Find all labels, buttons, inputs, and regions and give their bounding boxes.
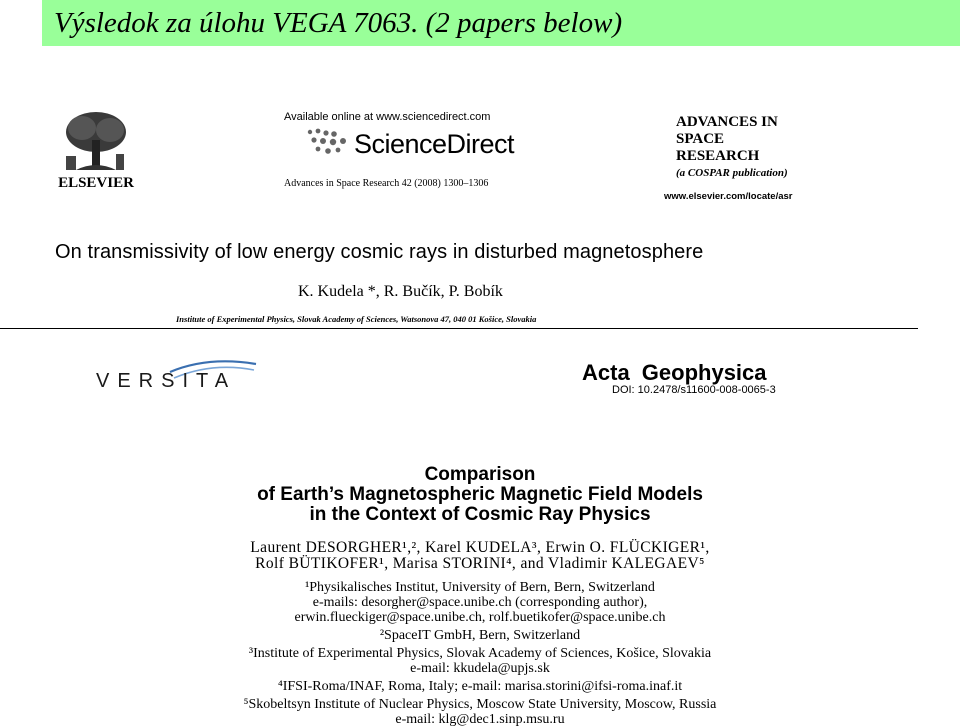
- affiliation-line: ⁵Skobeltsyn Institute of Nuclear Physics, Moscow State University, Moscow, Russia: [243, 697, 717, 712]
- available-online-text: Available online at www.sciencedirect.com: [284, 111, 491, 123]
- asr-logo-line4: (a COSPAR publication): [676, 167, 788, 179]
- affiliation-line: ²SpaceIT GmbH, Bern, Switzerland: [379, 628, 581, 643]
- paper2-author-line: Laurent DESORGHER¹,², Karel KUDELA³, Erwin O. FLÜCKIGER¹,: [250, 539, 710, 556]
- sciencedirect-wordmark: ScienceDirect: [354, 129, 515, 159]
- asr-logo-line3: RESEARCH: [676, 148, 760, 164]
- versita-wordmark: VERSITA: [96, 370, 237, 392]
- sciencedirect-dots-icon: [304, 127, 354, 157]
- slide-title: Výsledok za úlohu VEGA 7063. (2 papers below): [54, 7, 623, 39]
- affiliation-line: ³Institute of Experimental Physics, Slovak Academy of Sciences, Košice, Slovakia: [248, 646, 712, 661]
- paper1-authors: K. Kudela *, R. Bučík, P. Bobík: [298, 283, 503, 300]
- paper2-title: [100, 465, 860, 525]
- affiliation-line: ⁴IFSI-Roma/INAF, Roma, Italy; e-mail: marisa.storini@ifsi-roma.inaf.it: [277, 679, 683, 694]
- paper2-title-line: of Earth’s Magnetospheric Magnetic Field Models: [257, 484, 703, 505]
- affiliation-line: ¹Physikalisches Institut, University of Bern, Bern, Switzerland: [305, 580, 655, 595]
- asr-logo-line2: SPACE: [676, 131, 725, 147]
- doi-text: DOI: 10.2478/s11600-008-0065-3: [612, 384, 776, 396]
- section-divider: [0, 328, 918, 329]
- affiliation-line: e-mail: klg@dec1.sinp.msu.ru: [395, 712, 565, 727]
- journal-name: Acta Geophysica: [582, 360, 767, 385]
- slide-title-banner: [42, 0, 960, 46]
- elsevier-wordmark: ELSEVIER: [58, 175, 134, 191]
- affiliation-line: erwin.flueckiger@space.unibe.ch, rolf.buetikofer@space.unibe.ch: [294, 610, 666, 625]
- asr-journal-logo: [676, 114, 788, 182]
- paper2-title-line: Comparison: [424, 464, 536, 485]
- paper1-affiliation: Institute of Experimental Physics, Slovak Academy of Sciences, Watsonova 47, 040 01 Košice, Slovakia: [176, 314, 537, 324]
- paper2-authors-affiliations: [80, 540, 880, 727]
- paper2-author-line: Rolf BÜTIKOFER¹, Marisa STORINI⁴, and Vladimir KALEGAEV⁵: [255, 555, 705, 572]
- paper1-title: On transmissivity of low energy cosmic rays in disturbed magnetosphere: [55, 241, 704, 263]
- paper2-title-line: in the Context of Cosmic Ray Physics: [309, 504, 651, 525]
- affiliation-line: e-mail: kkudela@upjs.sk: [410, 661, 550, 676]
- affiliation-line: e-mails: desorgher@space.unibe.ch (corresponding author),: [312, 595, 648, 610]
- journal-url: www.elsevier.com/locate/asr: [664, 191, 793, 202]
- journal-citation: Advances in Space Research 42 (2008) 1300–1306: [284, 178, 489, 189]
- asr-logo-line1: ADVANCES IN: [676, 114, 778, 130]
